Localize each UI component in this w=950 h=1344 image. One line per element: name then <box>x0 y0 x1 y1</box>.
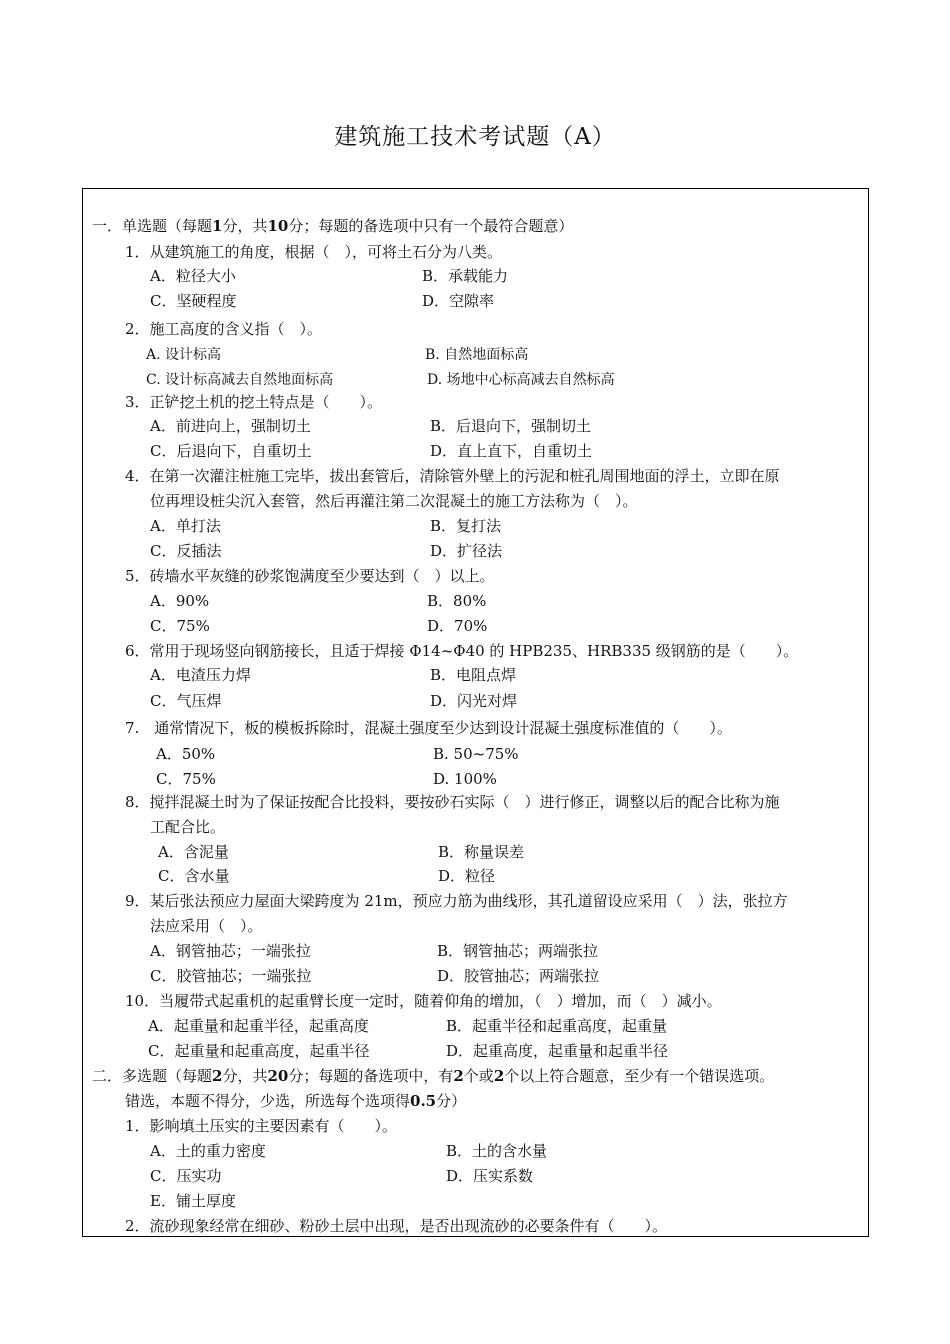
section-multi-prefix: 二．多选题（每题 <box>92 1067 213 1085</box>
q2-stem: 2．施工高度的含义指（ ）。 <box>125 320 323 338</box>
mq1-stem: 1．影响填土压实的主要因素有（ ）。 <box>125 1117 398 1135</box>
mq2-stem: 2．流砂现象经常在细砂、粉砂土层中出现，是否出现流砂的必要条件有（ ）。 <box>125 1217 668 1235</box>
section-multi-tail: 个以上符合题意，至少有一个错误选项。 <box>504 1067 775 1085</box>
q8-stem-line2: 工配合比。 <box>150 818 226 836</box>
section-single-prefix: 一．单选题（每题 <box>92 217 213 235</box>
q6-option-a: A．电渣压力焊 <box>150 666 251 684</box>
q7-option-a: A．50% <box>156 745 216 763</box>
q9-option-a: A．钢管抽芯；一端张拉 <box>150 942 311 960</box>
section-multi-points: 2 <box>212 1067 223 1085</box>
q7-stem: 7. 通常情况下，板的模板拆除时，混凝土强度至少达到设计混凝土强度标准值的（ ）。 <box>125 719 732 737</box>
q9-stem-line1: 9．某后张法预应力屋面大梁跨度为 21m，预应力筋为曲线形，其孔道留设应采用（ ）法，张拉方 <box>125 892 788 910</box>
section-multi-line2-tail: 分） <box>436 1092 467 1110</box>
section-single-tail: 分；每题的备选项中只有一个最符合题意） <box>288 217 574 235</box>
q2-option-d: D. 场地中心标高减去自然标高 <box>427 372 615 388</box>
section-multi-header <box>92 1066 774 1086</box>
q10-option-c: C．起重量和起重高度，起重半径 <box>148 1042 370 1060</box>
q2-option-b: B. 自然地面标高 <box>425 347 529 363</box>
section-single-header <box>92 216 573 236</box>
mq1-option-a: A．土的重力密度 <box>150 1142 266 1160</box>
q3-option-c: C．后退向下，自重切土 <box>150 442 312 460</box>
q5-option-a: A．90% <box>150 592 210 610</box>
q8-option-b: B．称量误差 <box>438 843 525 861</box>
q9-option-d: D．胶管抽芯；两端张拉 <box>437 967 600 985</box>
section-multi-text2: 分；每题的备选项中，有 <box>288 1067 454 1085</box>
q5-option-d: D．70% <box>427 617 488 635</box>
q2-option-c: C. 设计标高减去自然地面标高 <box>146 372 334 388</box>
section-single-text: 分，共 <box>222 217 268 235</box>
q3-option-d: D．直上直下，自重切土 <box>430 442 593 460</box>
q10-option-b: B．起重半径和起重高度，起重量 <box>446 1017 668 1035</box>
q5-option-b: B．80% <box>427 592 487 610</box>
q3-option-a: A．前进向上，强制切土 <box>150 417 311 435</box>
q8-option-a: A．含泥量 <box>158 843 229 861</box>
section-single-total: 10 <box>267 217 289 235</box>
q10-option-d: D．起重高度，起重量和起重半径 <box>446 1042 669 1060</box>
q2-option-a: A. 设计标高 <box>146 347 222 363</box>
q4-stem-line1: 4．在第一次灌注桩施工完毕，拔出套管后，清除管外壁上的污泥和桩孔周围地面的浮土，立即在原 <box>125 467 780 485</box>
q8-option-c: C．含水量 <box>158 867 230 885</box>
q1-stem: 1．从建筑施工的角度，根据（ ），可将土石分为八类。 <box>125 243 503 261</box>
q8-option-d: D．粒径 <box>438 867 496 885</box>
q6-stem: 6．常用于现场竖向钢筋接长，且适于焊接 Φ14~Φ40 的 HPB235、HRB335 级钢筋的是（ ）。 <box>125 642 799 660</box>
q7-option-d: D. 100% <box>433 770 497 788</box>
section-multi-header-line2 <box>125 1091 466 1111</box>
exam-title: 建筑施工技术考试题（A） <box>334 124 616 150</box>
q10-stem: 10．当履带式起重机的起重臂长度一定时，随着仰角的增加，（ ）增加，而（ ）减小。 <box>125 992 722 1010</box>
q10-option-a: A．起重量和起重半径，起重高度 <box>148 1017 369 1035</box>
q6-option-c: C．气压焊 <box>150 692 222 710</box>
mq1-option-c: C．压实功 <box>150 1167 222 1185</box>
mq1-option-e: E．铺土厚度 <box>150 1192 236 1210</box>
q6-option-b: B．电阻点焊 <box>430 666 517 684</box>
q5-stem: 5．砖墙水平灰缝的砂浆饱满度至少要达到（ ）以上。 <box>125 567 495 585</box>
q4-stem-line2: 位再埋设桩尖沉入套管，然后再灌注第二次混凝土的施工方法称为（ ）。 <box>150 492 638 510</box>
mq1-option-d: D．压实系数 <box>446 1167 534 1185</box>
q4-option-b: B．复打法 <box>430 517 502 535</box>
q9-option-c: C．胶管抽芯；一端张拉 <box>150 967 312 985</box>
q9-option-b: B．钢管抽芯；两端张拉 <box>437 942 599 960</box>
section-multi-partial-score: 0.5 <box>410 1092 437 1110</box>
q8-stem-line1: 8．搅拌混凝土时为了保证按配合比投料，要按砂石实际（ ）进行修正，调整以后的配合比称为施 <box>125 793 780 811</box>
mq1-option-b: B．土的含水量 <box>446 1142 548 1160</box>
section-multi-line2-text: 错选，本题不得分，少选，所选每个选项得 <box>125 1092 411 1110</box>
q6-option-d: D．闪光对焊 <box>430 692 518 710</box>
q4-option-d: D．扩径法 <box>430 542 503 560</box>
section-multi-text3: 个或 <box>463 1067 494 1085</box>
q1-option-a: A．粒径大小 <box>150 267 236 285</box>
q4-option-c: C．反插法 <box>150 542 222 560</box>
q1-option-b: B．承载能力 <box>422 267 509 285</box>
q5-option-c: C．75% <box>150 617 210 635</box>
q3-option-b: B．后退向下，强制切土 <box>430 417 592 435</box>
q7-option-b: B. 50~75% <box>433 745 519 763</box>
q3-stem: 3．正铲挖土机的挖土特点是（ ）。 <box>125 393 383 411</box>
section-single-points: 1 <box>212 217 223 235</box>
q1-option-c: C．坚硬程度 <box>150 292 237 310</box>
section-multi-count1: 2 <box>453 1067 464 1085</box>
section-multi-total: 20 <box>267 1067 289 1085</box>
section-multi-text: 分，共 <box>222 1067 268 1085</box>
q9-stem-line2: 法应采用（ ）。 <box>150 917 263 935</box>
q1-option-d: D．空隙率 <box>422 292 495 310</box>
q4-option-a: A．单打法 <box>150 517 221 535</box>
section-multi-count2: 2 <box>493 1067 505 1085</box>
q7-option-c: C．75% <box>156 770 216 788</box>
